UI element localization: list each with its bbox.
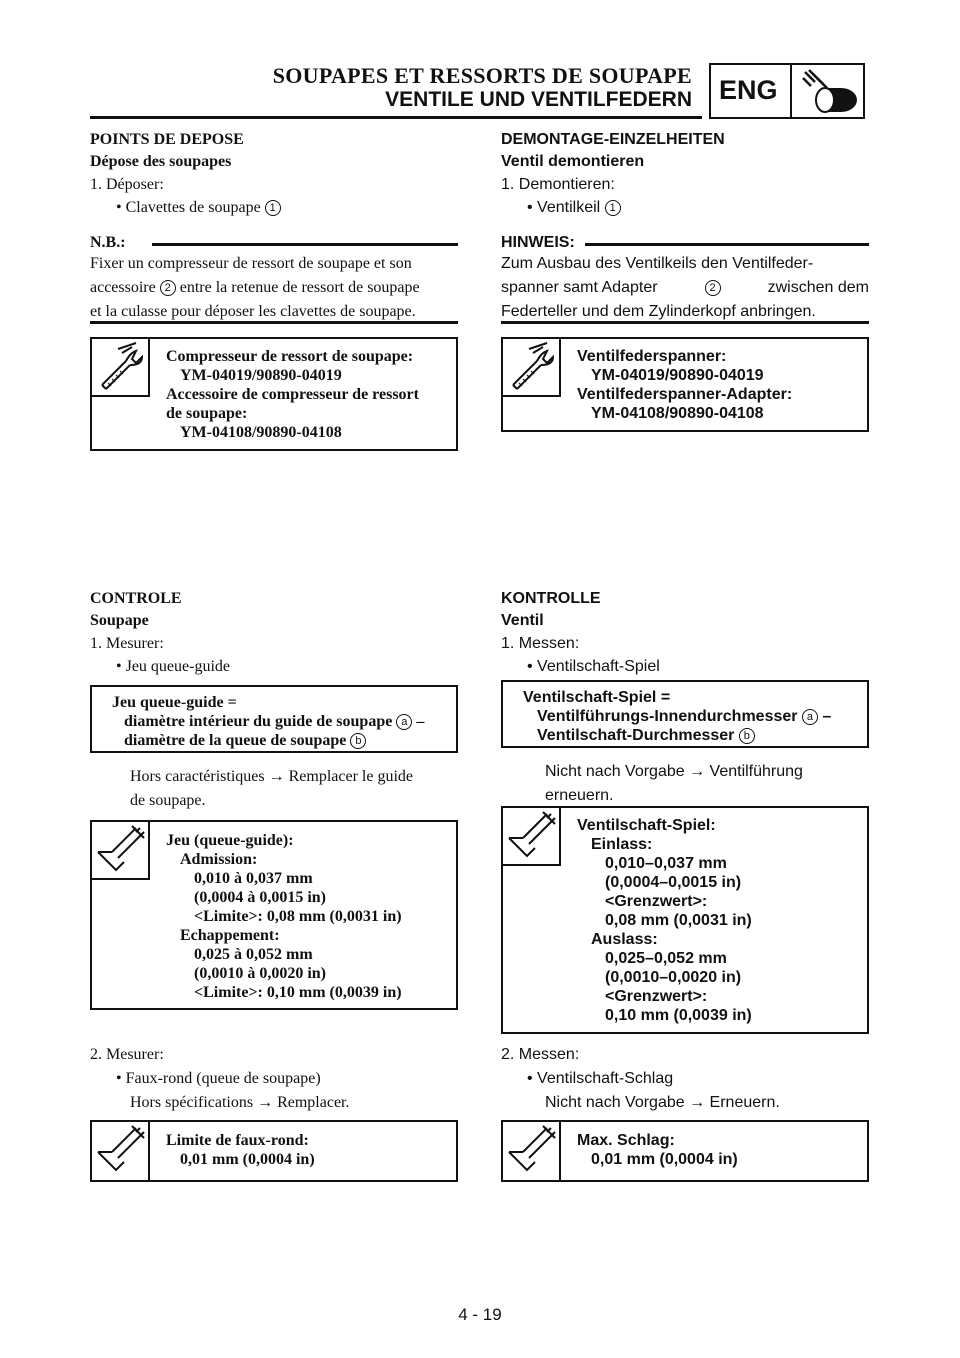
- spec-label: Auslass:: [591, 931, 658, 948]
- tool-icon-cell: [92, 339, 150, 397]
- eng-badge-label: ENG: [719, 75, 778, 105]
- tool-name: Ventilfederspanner-Adapter:: [577, 386, 793, 403]
- formula-line: Ventilführungs-Innendurchmesser a –: [537, 708, 832, 725]
- tool-part-number: YM-04019/90890-04019: [591, 367, 764, 384]
- spec-limit: 0,10 mm (0,0039 in): [605, 1007, 752, 1024]
- spec-title: Jeu (queue-guide):: [166, 832, 294, 849]
- ref-marker: 1: [265, 200, 281, 216]
- caliper-spec-icon: [503, 808, 559, 864]
- special-tool-box: [501, 337, 869, 432]
- spec-value: (0,0010 à 0,0020 in): [194, 965, 326, 982]
- spec-label: Einlass:: [591, 836, 653, 853]
- note-label: HINWEIS:: [501, 234, 575, 251]
- limit-value: 0,01 mm (0,0004 in): [180, 1151, 315, 1168]
- spec-value: 0,010 à 0,037 mm: [194, 870, 313, 887]
- section-title: KONTROLLE: [501, 590, 601, 607]
- note-text: Fixer un compresseur de ressort de soupape et son accessoire 2 entre la retenue de ressort de soupape et la culasse pour déposer les clavettes de soupape.: [90, 255, 420, 320]
- result-text: Nicht nach Vorgabe → Ventilführung erneuern.: [545, 763, 803, 804]
- step-item: 1. Déposer:: [90, 176, 164, 193]
- tool-name: Accessoire de compresseur de ressort: [166, 386, 419, 403]
- tool-part-number: YM-04019/90890-04019: [180, 367, 342, 384]
- limit-box: [90, 1120, 458, 1182]
- formula-box: [90, 685, 458, 753]
- spec-label: Echappement:: [180, 927, 280, 944]
- section-subtitle: Ventil demontieren: [501, 153, 645, 170]
- ref-marker: a: [802, 709, 818, 725]
- tool-name: de soupape:: [166, 405, 248, 422]
- ref-marker: 2: [160, 280, 176, 296]
- section-title: DEMONTAGE-EINZELHEITEN: [501, 131, 725, 148]
- limit-title: Max. Schlag:: [577, 1132, 675, 1149]
- ref-marker: b: [350, 733, 366, 749]
- tool-part-number: YM-04108/90890-04108: [180, 424, 342, 441]
- spec-title: Ventilschaft-Spiel:: [577, 817, 716, 834]
- column-german: [501, 0, 869, 1358]
- result-text: Nicht nach Vorgabe → Erneuern.: [545, 1094, 780, 1111]
- special-tool-icon: [503, 339, 559, 395]
- special-tool-icon: [92, 339, 148, 395]
- step-item: 1. Messen:: [501, 635, 580, 652]
- spec-limit-label: <Grenzwert>:: [605, 893, 708, 910]
- spec-box: [501, 806, 869, 1034]
- tool-name: Compresseur de ressort de soupape:: [166, 348, 414, 365]
- spec-box: [90, 820, 458, 1010]
- bullet-item: • Ventilkeil 1: [527, 199, 621, 217]
- special-tool-box: [90, 337, 458, 451]
- tool-icon-cell: [503, 339, 561, 397]
- note-rule: [152, 243, 458, 246]
- header-title-de: VENTILE UND VENTILFEDERN: [385, 88, 692, 111]
- ref-marker: a: [396, 714, 412, 730]
- section-subtitle: Dépose des soupapes: [90, 153, 232, 170]
- limit-value: 0,01 mm (0,0004 in): [591, 1151, 738, 1168]
- spec-limit: <Limite>: 0,08 mm (0,0031 in): [194, 908, 402, 925]
- limit-icon-cell: [503, 1122, 561, 1182]
- formula-box: [501, 680, 869, 748]
- tool-part-number: YM-04108/90890-04108: [591, 405, 764, 422]
- step-item: 2. Messen:: [501, 1046, 580, 1063]
- header-title-fr: SOUPAPES ET RESSORTS DE SOUPAPE: [272, 63, 692, 88]
- spec-value: (0,0004 à 0,0015 in): [194, 889, 326, 906]
- spec-icon-cell: [503, 808, 561, 866]
- ref-marker: b: [739, 728, 755, 744]
- step-item: 1. Demontieren:: [501, 176, 615, 193]
- section-subtitle: Soupape: [90, 612, 149, 629]
- limit-box: [501, 1120, 869, 1182]
- result-text: de soupape.: [130, 792, 206, 809]
- spec-label: Admission:: [180, 851, 258, 868]
- note-label: N.B.:: [90, 234, 126, 251]
- spec-value: (0,0004–0,0015 in): [605, 874, 742, 891]
- spec-value: 0,025 à 0,052 mm: [194, 946, 313, 963]
- spec-value: 0,010–0,037 mm: [605, 855, 727, 872]
- page-number: 4 - 19: [458, 1305, 502, 1324]
- limit-title: Limite de faux-rond:: [166, 1132, 309, 1149]
- section-subtitle: Ventil: [501, 612, 544, 629]
- spec-limit: <Limite>: 0,10 mm (0,0039 in): [194, 984, 402, 1001]
- bullet-item: • Ventilschaft-Spiel: [527, 658, 660, 675]
- spec-limit: 0,08 mm (0,0031 in): [605, 912, 752, 929]
- step-item: 2. Mesurer:: [90, 1046, 164, 1063]
- spec-limit-label: <Grenzwert>:: [605, 988, 708, 1005]
- result-text: Hors spécifications → Remplacer.: [130, 1094, 350, 1111]
- note-end-rule: [90, 321, 458, 324]
- bullet-item: • Ventilschaft-Schlag: [527, 1070, 674, 1087]
- bullet-item: • Clavettes de soupape 1: [116, 199, 281, 217]
- formula-line: diamètre intérieur du guide de soupape a –: [124, 713, 425, 730]
- section-title: POINTS DE DEPOSE: [90, 131, 244, 148]
- caliper-spec-icon: [92, 1122, 148, 1178]
- caliper-spec-icon: [92, 822, 148, 878]
- formula-line: diamètre de la queue de soupape b: [124, 731, 366, 751]
- ref-marker: 2: [705, 280, 721, 296]
- result-text: Hors caractéristiques → Remplacer le guide: [130, 768, 413, 785]
- note-text: Zum Ausbau des Ventilkeils den Ventilfeder- spanner samt Adapter 2 zwischen dem Federteller und dem Zylinderkopf anbringen.: [501, 255, 869, 320]
- formula-line: Ventilschaft-Spiel =: [523, 689, 671, 706]
- tool-name: Ventilfederspanner:: [577, 348, 727, 365]
- ref-marker: 1: [605, 200, 621, 216]
- note-end-rule: [501, 321, 869, 324]
- spec-icon-cell: [92, 822, 150, 880]
- step-item: 1. Mesurer:: [90, 635, 164, 652]
- spec-value: (0,0010–0,0020 in): [605, 969, 742, 986]
- section-title: CONTROLE: [90, 590, 182, 607]
- bullet-item: • Jeu queue-guide: [116, 658, 231, 675]
- spec-value: 0,025–0,052 mm: [605, 950, 727, 967]
- formula-line: Ventilschaft-Durchmesser b: [537, 726, 755, 746]
- caliper-spec-icon: [503, 1122, 559, 1178]
- note-rule: [585, 243, 869, 246]
- formula-line: Jeu queue-guide =: [112, 694, 237, 711]
- bullet-item: • Faux-rond (queue de soupape): [116, 1070, 321, 1087]
- column-french: [90, 0, 458, 1358]
- limit-icon-cell: [92, 1122, 150, 1182]
